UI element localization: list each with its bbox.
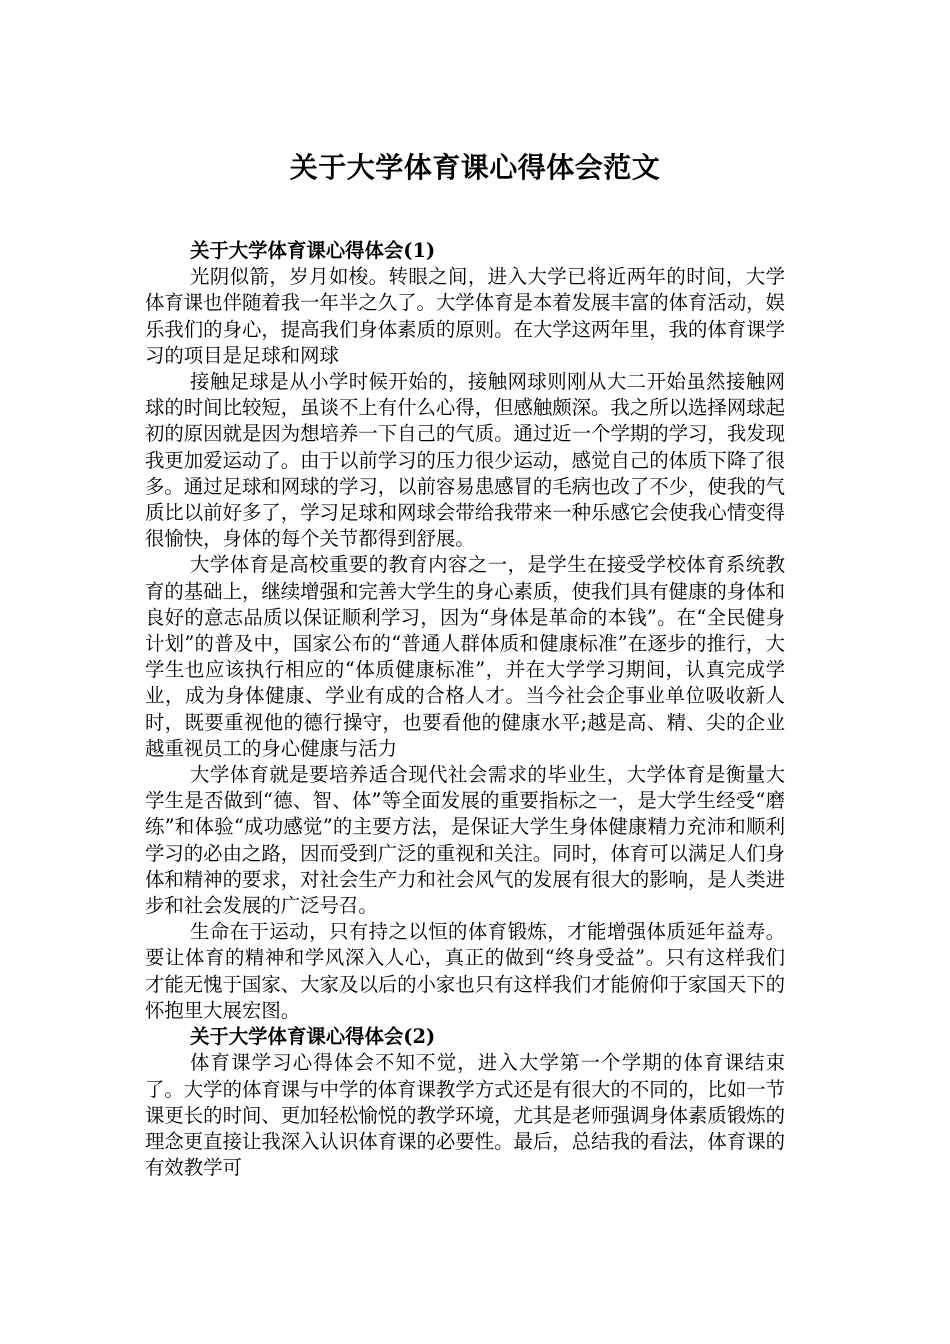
paragraph: 光阴似箭，岁月如梭。转眼之间，进入大学已将近两年的时间，大学体育课也伴随着我一年半之久了。大学体育是本着发展丰富的体育活动，娱乐我们的身心，提高我们身体素质的原则。在大学这两年里，我的体育课学习的项目是足球和网球	[145, 265, 785, 367]
document-body	[145, 238, 785, 1181]
paragraph: 大学体育是高校重要的教育内容之一，是学生在接受学校体育系统教育的基础上，继续增强和完善大学生的身心素质，使我们具有健康的身体和良好的意志品质以保证顺利学习，因为“身体是革命的本钱”。在“全民健身计划”的普及中，国家公布的“普通人群体质和健康标准”在逐步的推行，大学生也应该执行相应的“体质健康标准”，并在大学学习期间，认真完成学业，成为身体健康、学业有成的合格人才。当今社会企事业单位吸收新人时，既要重视他的德行操守，也要看他的健康水平;越是高、精、尖的企业越重视员工的身心健康与活力	[145, 553, 785, 760]
paragraph: 体育课学习心得体会不知不觉，进入大学第一个学期的体育课结束了。大学的体育课与中学的体育课教学方式还是有很大的不同的，比如一节课更长的时间、更加轻松愉悦的教学环境，尤其是老师强调身体素质锻炼的理念更直接让我深入认识体育课的必要性。最后，总结我的看法，体育课的有效教学可	[145, 1051, 785, 1180]
section-2	[145, 1024, 785, 1181]
paragraph: 大学体育就是要培养适合现代社会需求的毕业生，大学体育是衡量大学生是否做到“德、智、体”等全面发展的重要指标之一，是大学生经受“磨练”和体验“成功感觉”的主要方法，是保证大学生身体健康精力充沛和顺利学习的必由之路，因而受到广泛的重视和关注。同时，体育可以满足人们身体和精神的要求，对社会生产力和社会风气的发展有很大的影响，是人类进步和社会发展的广泛号召。	[145, 763, 785, 918]
section-heading: 关于大学体育课心得体会(2)	[190, 1025, 436, 1049]
section-heading: 关于大学体育课心得体会(1)	[190, 239, 436, 262]
paragraph: 接触足球是从小学时候开始的，接触网球则刚从大二开始虽然接触网球的时间比较短，虽谈不上有什么心得，但感触颇深。我之所以选择网球起初的原因就是因为想培养一下自己的气质。通过近一个学期的学习，我发现我更加爱运动了。由于以前学习的压力很少运动，感觉自己的体质下降了很多。通过足球和网球的学习，以前容易患感冒的毛病也改了不少，使我的气质比以前好多了，学习足球和网球会带给我带来一种乐感它会使我心情变得很愉快，身体的每个关节都得到舒展。	[145, 370, 785, 551]
document-title: 关于大学体育课心得体会范文	[289, 151, 661, 184]
section-1	[145, 238, 785, 1024]
paragraph: 生命在于运动，只有持之以恒的体育锻炼，才能增强体质延年益寿。要让体育的精神和学风深入人心，真正的做到“终身受益”。只有这样我们才能无愧于国家、大家及以后的小家也只有这样我们才能俯仰于家国天下的怀抱里大展宏图。	[145, 920, 785, 1022]
